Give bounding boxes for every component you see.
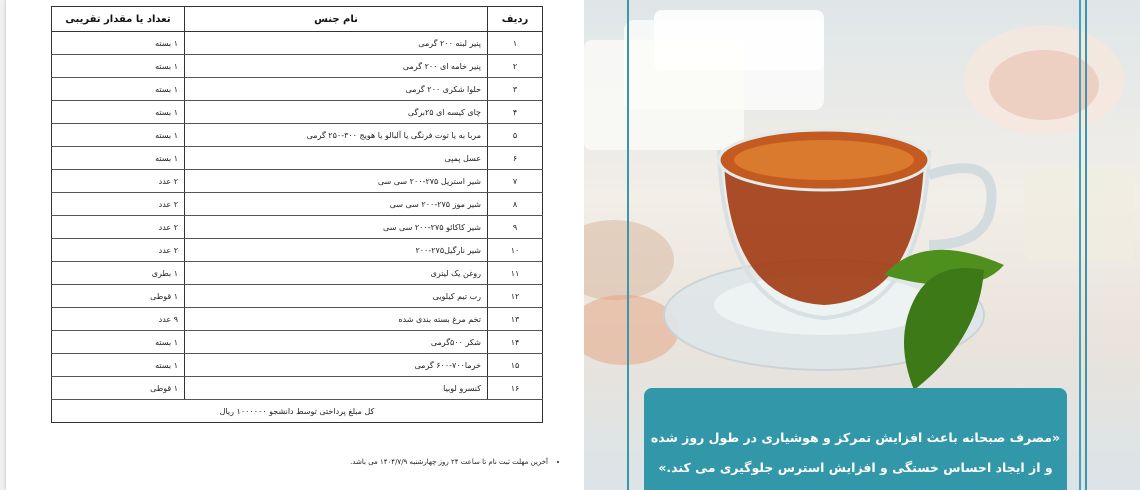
header-item-name: نام جنس	[185, 7, 488, 32]
row-number: ۱۴	[488, 331, 543, 354]
item-name: مربا به یا توت فرنگی یا آلبالو یا هویج ۳۰۰-۲۵۰ گرمی	[185, 124, 488, 147]
table-row	[52, 193, 543, 216]
item-quantity: ۲ عدد	[52, 170, 185, 193]
table-row	[52, 147, 543, 170]
table-row	[52, 262, 543, 285]
table-row	[52, 377, 543, 400]
row-number: ۹	[488, 216, 543, 239]
item-quantity: ۱ بسته	[52, 331, 185, 354]
notes-list	[44, 458, 564, 476]
item-name: شیر کاکائو ۲۷۵-۲۰۰ سی سی	[185, 216, 488, 239]
row-number: ۲	[488, 55, 543, 78]
table-row	[52, 239, 543, 262]
note-item: • آخرین مهلت ثبت نام تا ساعت ۲۴ روز چهارشنبه ۱۴۰۴/۷/۹ می باشد.	[44, 458, 548, 466]
item-quantity: ۱ بسته	[52, 124, 185, 147]
total-row	[52, 400, 543, 423]
row-number: ۱۰	[488, 239, 543, 262]
table-header-row	[52, 7, 543, 32]
item-name: شیر استریل ۲۷۵-۲۰۰ سی سی	[185, 170, 488, 193]
row-number: ۷	[488, 170, 543, 193]
item-name: کنسرو لوبیا	[185, 377, 488, 400]
item-quantity: ۱ بسته	[52, 55, 185, 78]
items-table	[51, 6, 543, 423]
item-name: شیر نارگیل۲۷۵-۲۰۰	[185, 239, 488, 262]
row-number: ۱۶	[488, 377, 543, 400]
row-number: ۱۱	[488, 262, 543, 285]
header-quantity: تعداد یا مقدار تقریبی	[52, 7, 185, 32]
table-row	[52, 170, 543, 193]
item-quantity: ۲ عدد	[52, 239, 185, 262]
table-row	[52, 331, 543, 354]
table-row	[52, 101, 543, 124]
total-amount: کل مبلغ پرداختی توسط دانشجو ۱۰۰۰۰۰۰ ریال	[52, 400, 543, 423]
item-quantity: ۱ بسته	[52, 32, 185, 55]
row-number: ۱	[488, 32, 543, 55]
item-quantity: ۱ قوطی	[52, 285, 185, 308]
table-row	[52, 124, 543, 147]
row-number: ۳	[488, 78, 543, 101]
row-number: ۴	[488, 101, 543, 124]
row-number: ۱۳	[488, 308, 543, 331]
header-row-number: ردیف	[488, 7, 543, 32]
item-name: تخم مرغ بسته بندی شده	[185, 308, 488, 331]
row-number: ۱۲	[488, 285, 543, 308]
item-quantity: ۱ بسته	[52, 78, 185, 101]
breakfast-poster	[584, 0, 1140, 490]
item-quantity: ۲ عدد	[52, 216, 185, 239]
item-name: خرما۷۰۰-۶۰۰ گرمی	[185, 354, 488, 377]
item-name: پنیر لبنه ۲۰۰ گرمی	[185, 32, 488, 55]
item-quantity: ۱ بطری	[52, 262, 185, 285]
table-row	[52, 354, 543, 377]
poster-frame-edge	[1079, 0, 1081, 490]
item-name: رب تیم کیلویی	[185, 285, 488, 308]
table-row	[52, 308, 543, 331]
table-row	[52, 216, 543, 239]
row-number: ۵	[488, 124, 543, 147]
item-name: روغن یک لیتری	[185, 262, 488, 285]
document-page	[6, 0, 584, 490]
quote-line-2: و از ایجاد احساس خستگی و افزایش استرس جلوگیری می کند.»	[658, 460, 1053, 475]
item-name: پنیر خامه ای ۲۰۰ گرمی	[185, 55, 488, 78]
item-name: حلوا شکری ۲۰۰ گرمی	[185, 78, 488, 101]
item-quantity: ۱ بسته	[52, 147, 185, 170]
item-name: شکر ۵۰۰گرمی	[185, 331, 488, 354]
table-row	[52, 78, 543, 101]
item-quantity: ۹ عدد	[52, 308, 185, 331]
quote-line-1: «مصرف صبحانه باعث افزایش تمرکز و هوشیاری در طول روز شده	[650, 430, 1061, 445]
item-name: شیر موز ۲۷۵-۲۰۰ سی سی	[185, 193, 488, 216]
item-name: چای کیسه ای ۲۵برگی	[185, 101, 488, 124]
item-quantity: ۲ عدد	[52, 193, 185, 216]
row-number: ۱۵	[488, 354, 543, 377]
row-number: ۶	[488, 147, 543, 170]
row-number: ۸	[488, 193, 543, 216]
item-quantity: ۱ بسته	[52, 101, 185, 124]
item-name: عسل پمپی	[185, 147, 488, 170]
quote-callout	[644, 388, 1067, 490]
table-row	[52, 285, 543, 308]
item-quantity: ۱ بسته	[52, 354, 185, 377]
table-row	[52, 32, 543, 55]
table-row	[52, 55, 543, 78]
item-quantity: ۱ قوطی	[52, 377, 185, 400]
